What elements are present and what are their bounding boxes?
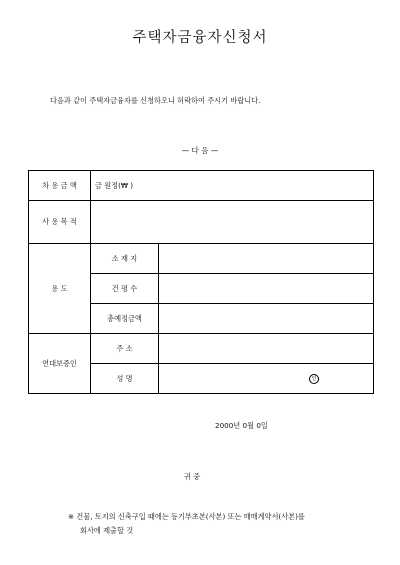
total-price-field[interactable] xyxy=(159,304,374,334)
building-area-field[interactable] xyxy=(159,274,374,304)
use-label: 용 도 xyxy=(29,244,91,334)
addressee-closing: 귀 중 xyxy=(184,472,201,481)
address-label: 주 소 xyxy=(91,334,159,364)
note-line-1: ※ 건물, 토지의 신축구입 때에는 등기부초본(사본) 또는 매매계약서(사본)를 xyxy=(68,512,305,521)
address-field[interactable] xyxy=(159,334,374,364)
total-price-label: 총예정금액 xyxy=(91,304,159,334)
note-line-2: 회사에 제출할 것 xyxy=(80,526,134,535)
name-label: 성 명 xyxy=(91,364,159,394)
purpose-label: 사 용 목 적 xyxy=(29,201,91,244)
location-label: 소 재 지 xyxy=(91,244,159,274)
loan-amount-label: 차 용 금 액 xyxy=(29,171,91,201)
seal-mark-icon: 인 xyxy=(309,374,319,384)
purpose-field[interactable] xyxy=(91,201,374,244)
section-heading: — 다 음 — xyxy=(181,146,219,155)
address-row xyxy=(29,334,374,364)
location-field[interactable] xyxy=(159,244,374,274)
application-date: 2000년 0월 0일 xyxy=(215,421,268,430)
name-field[interactable] xyxy=(159,364,374,394)
guarantor-label: 연대보증인 xyxy=(29,334,91,394)
loan-amount-row xyxy=(29,171,374,201)
location-row xyxy=(29,244,374,274)
document-title: 주택자금융자신청서 xyxy=(132,30,268,46)
intro-text: 다음과 같이 주택자금융자를 신청하오니 허락하여 주시기 바랍니다. xyxy=(50,96,261,105)
purpose-row xyxy=(29,201,374,244)
loan-amount-field[interactable]: 금 원정(₩ ) xyxy=(91,171,374,201)
application-form-table xyxy=(28,170,374,394)
building-area-label: 건 평 수 xyxy=(91,274,159,304)
